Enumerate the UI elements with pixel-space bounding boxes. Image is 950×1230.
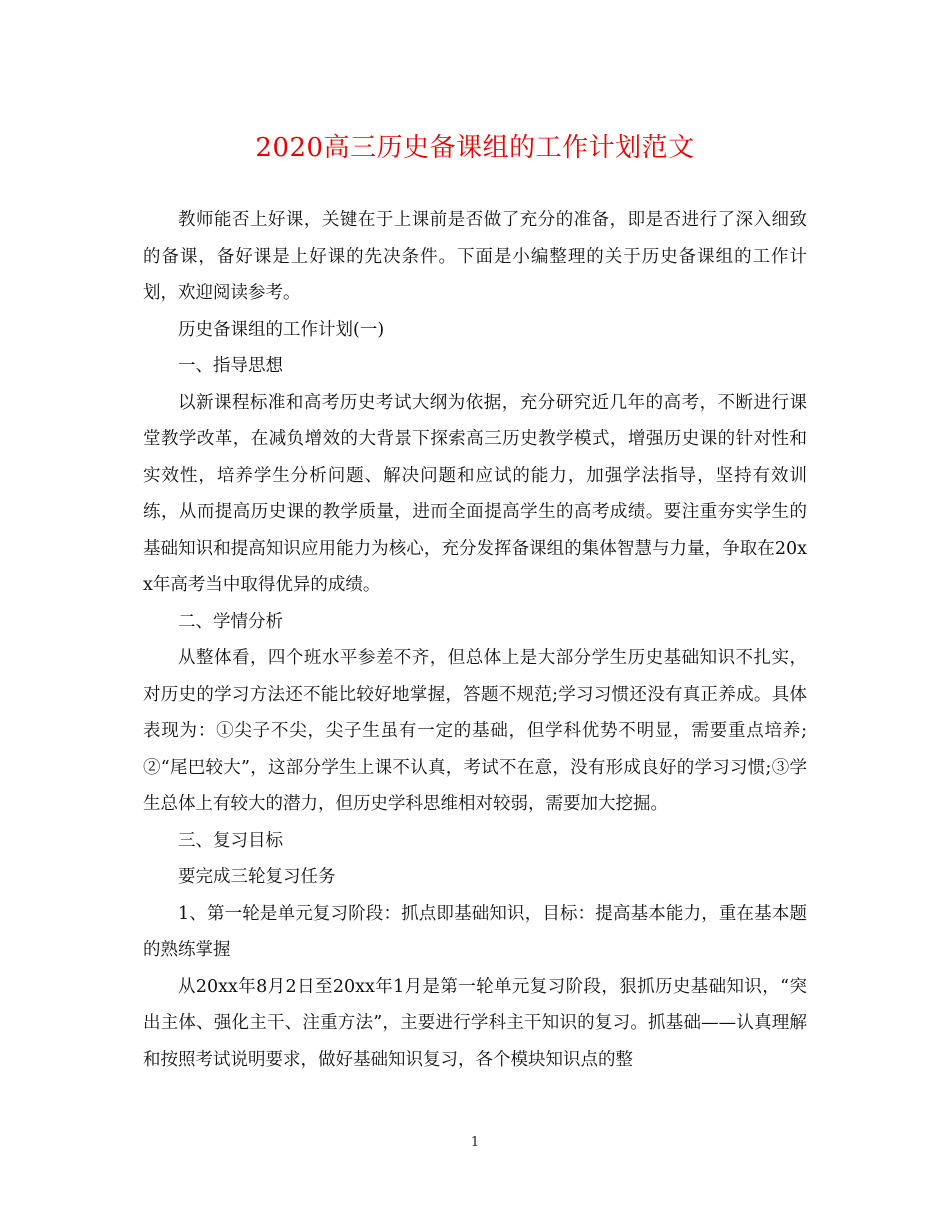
paragraph-first-round: 1、第一轮是单元复习阶段：抓点即基础知识，目标：提高基本能力，重在基本题的熟练掌握 bbox=[143, 903, 807, 960]
page-number: 1 bbox=[470, 1135, 480, 1150]
section-heading-student-analysis: 二、学情分析 bbox=[178, 611, 283, 632]
section-heading-review-goals: 三、复习目标 bbox=[178, 830, 283, 851]
section-heading-guiding-thought: 一、指导思想 bbox=[178, 356, 283, 376]
document-title: 2020高三历史备课组的工作计划范文 bbox=[255, 133, 695, 163]
paragraph-student-analysis: 从整体看，四个班水平参差不齐，但总体上是大部分学生历史基础知识不扎实，对历史的学习方法还不能比较好地掌握，答题不规范;学习习惯还没有真正养成。具体表现为：①尖子不尖，尖子生虽有一定的基础，但学科优势不明显，需要重点培养;②“尾巴较大”，这部分学生上课不认真，考试不在意，没有形成良好的学习习惯;③学生总体上有较大的潜力，但历史学科思维相对较弱，需要加大挖掘。 bbox=[143, 648, 807, 814]
paragraph-intro: 教师能否上好课，关键在于上课前是否做了充分的准备，即是否进行了深入细致的备课，备好课是上好课的先决条件。下面是小编整理的关于历史备课组的工作计划，欢迎阅读参考。 bbox=[143, 210, 807, 303]
paragraph-guiding-thought: 以新课程标准和高考历史考试大纲为依据，充分研究近几年的高考，不断进行课堂教学改革，在减负增效的大背景下探索高三历史教学模式，增强历史课的针对性和实效性，培养学生分析问题、解决问题和应试的能力，加强学法指导，坚持有效训练，从而提高历史课的教学质量，进而全面提高学生的高考成绩。要注重夯实学生的基础知识和提高知识应用能力为核心，充分发挥备课组的集体智慧与力量，争取在20xx年高考当中取得优异的成绩。 bbox=[143, 392, 807, 595]
document-body bbox=[143, 202, 807, 1078]
paragraph-first-round-detail: 从20xx年8月2日至20xx年1月是第一轮单元复习阶段，狠抓历史基础知识，“突出主体、强化主干、注重方法”，主要进行学科主干知识的复习。抓基础——认真理解和按照考试说明要求，做好基础知识复习，各个模块知识点的整 bbox=[143, 976, 807, 1070]
paragraph-review-tasks: 要完成三轮复习任务 bbox=[178, 867, 336, 887]
paragraph-plan-heading: 历史备课组的工作计划(一) bbox=[178, 319, 385, 340]
